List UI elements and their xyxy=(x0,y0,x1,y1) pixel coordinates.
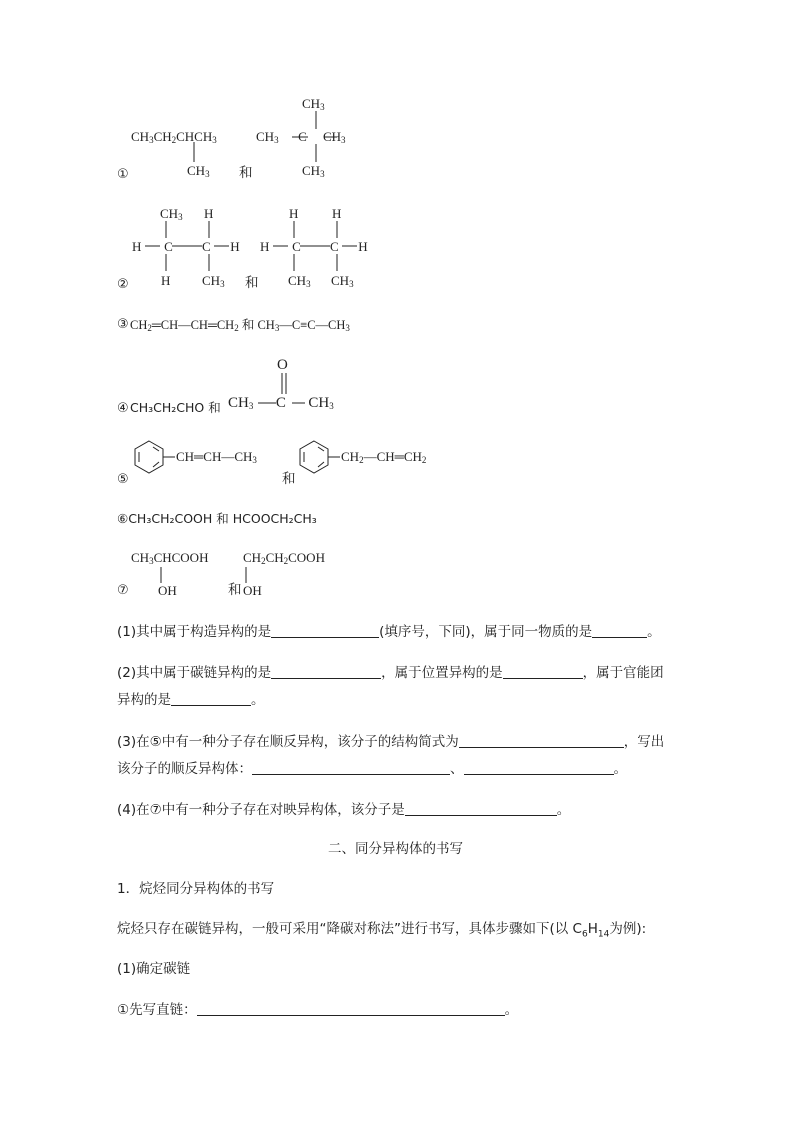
q2-blank-3[interactable] xyxy=(171,693,251,706)
q3-text-d: 、 xyxy=(450,761,464,777)
item4-oxygen: O xyxy=(277,357,288,373)
item2-number: ② xyxy=(117,277,129,292)
item4-ketone: $CH_3$ C $CH_3$ xyxy=(228,395,334,411)
item1-left-branch: $CH_3$ xyxy=(187,163,210,179)
q4-blank-1[interactable] xyxy=(405,803,557,816)
item5-left-chain: $CH═CH—CH_3$ xyxy=(176,449,257,465)
item7-left-main: $CH_3CHCOOH$ xyxy=(131,550,209,566)
q3-text-a: (3)在⑤中有一种分子存在顺反异构，该分子的结构简式为 xyxy=(117,734,459,750)
item6-text: ⑥CH₃CH₂COOH 和 HCOOCH₂CH₃ xyxy=(117,511,317,526)
formula-subscript-6: 6 xyxy=(581,929,588,940)
item2-left-top1: $CH_3$ xyxy=(160,206,183,222)
item1-right-top: $CH_3$ xyxy=(302,96,325,112)
item3-number: ③ xyxy=(117,317,129,332)
item5-and: 和 xyxy=(282,471,296,487)
subsection-heading: 1．烷烃同分异构体的书写 xyxy=(117,881,275,897)
item7-left-oh: OH xyxy=(158,583,177,598)
q1-blank-1[interactable] xyxy=(271,625,379,638)
question-3-line2 xyxy=(117,762,627,777)
item7-right-oh: OH xyxy=(243,583,262,598)
step1-end: 。 xyxy=(504,1002,519,1018)
q1-text-a: (1)其中属于构造异构的是 xyxy=(117,624,272,640)
q3-blank-1[interactable] xyxy=(459,735,624,748)
step1-blank[interactable] xyxy=(197,1003,505,1016)
item2-right-bot1: $CH_3$ xyxy=(288,273,311,289)
q2-text-d: 异构的是 xyxy=(117,692,171,708)
formula-h: H xyxy=(587,921,598,937)
item1-left-main: $CH_3CH_2CHCH_3$ xyxy=(131,129,217,145)
item1-right-bottom: $CH_3$ xyxy=(302,163,325,179)
q3-text-e: 。 xyxy=(613,761,627,777)
q2-text-e: 。 xyxy=(251,692,265,708)
step-heading: (1)确定碳链 xyxy=(117,961,191,977)
q2-text-a: (2)其中属于碳链异构的是 xyxy=(117,665,272,681)
q3-blank-3[interactable] xyxy=(464,762,614,775)
q4-text-a: (4)在⑦中有一种分子存在对映异构体，该分子是 xyxy=(117,802,405,818)
q2-blank-1[interactable] xyxy=(271,666,381,679)
item2-left-bot1: H xyxy=(161,273,171,288)
item2-left-top2: H xyxy=(204,206,214,221)
q4-text-b: 。 xyxy=(556,802,571,818)
question-2-line2 xyxy=(117,693,265,708)
item2-left-bot2: $CH_3$ xyxy=(202,273,225,289)
item7-number: ⑦ xyxy=(117,583,129,598)
item5-right-chain: $CH_2—CH═CH_2$ xyxy=(341,449,427,465)
question-1 xyxy=(117,625,661,640)
item2-left-main: H C C H xyxy=(132,239,240,254)
question-4 xyxy=(117,803,570,818)
q3-blank-2[interactable] xyxy=(252,762,450,775)
q1-text-b: (填序号，下同)，属于同一物质的是 xyxy=(379,624,593,640)
question-3-line1 xyxy=(117,735,664,750)
intro-paragraph xyxy=(117,923,646,940)
intro-text-a: 烷烃只存在碳链异构，一般可采用“降碳对称法”进行书写，具体步骤如下(以 C xyxy=(117,921,582,937)
item2-right-top1: H xyxy=(289,206,299,221)
q2-text-c: ，属于官能团 xyxy=(582,665,664,681)
q2-blank-2[interactable] xyxy=(503,666,583,679)
step1-text: ①先写直链： xyxy=(117,1002,197,1018)
item4-number: ④ xyxy=(117,401,129,416)
q3-text-b: ，写出 xyxy=(623,734,665,750)
item2-right-main: H C C H xyxy=(260,239,368,254)
q1-blank-2[interactable] xyxy=(592,625,647,638)
q3-text-c: 该分子的顺反异构体： xyxy=(117,761,252,777)
item7-and: 和 xyxy=(228,582,242,598)
item1-number: ① xyxy=(117,167,129,182)
item3-formula: $CH_2═CH—CH═CH_2$ 和 $CH_3—C\equiv C—CH_3$ xyxy=(130,318,350,333)
item5-number: ⑤ xyxy=(117,472,129,487)
item1-and: 和 xyxy=(239,165,253,181)
intro-text-b: 为例): xyxy=(609,921,647,937)
section-title: 二、同分异构体的书写 xyxy=(328,841,463,857)
question-2-line1 xyxy=(117,666,664,681)
item2-right-top2: H xyxy=(332,206,342,221)
item2-and: 和 xyxy=(245,275,259,291)
item4-aldehyde: CH₃CH₂CHO 和 xyxy=(130,400,221,415)
item2-right-bot2: $CH_3$ xyxy=(331,273,354,289)
step-1 xyxy=(117,1003,518,1018)
formula-subscript-14: 14 xyxy=(597,929,610,940)
q2-text-b: ，属于位置异构的是 xyxy=(381,665,503,681)
q1-text-c: 。 xyxy=(647,624,661,640)
item1-right-main: $CH_3$ C $CH_3$ xyxy=(256,129,346,145)
item7-right-main: $CH_2CH_2COOH$ xyxy=(243,550,325,566)
